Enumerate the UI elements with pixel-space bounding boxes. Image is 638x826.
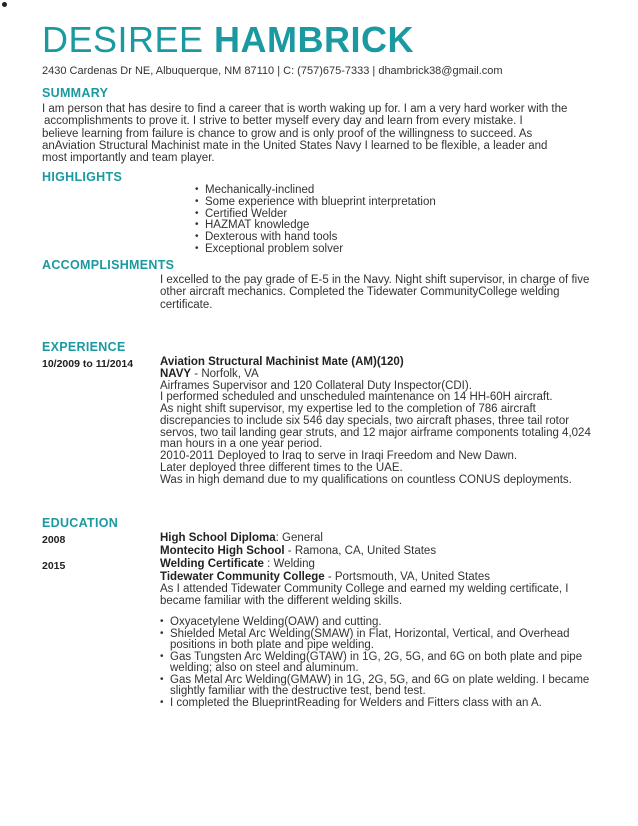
job-line: servos, two tail landing gear struts, and 12 major airframe components totaling 4,024 — [160, 426, 591, 439]
welding-intro-line: As I attended Tidewater Community College and earned my welding certificate, I — [160, 583, 569, 595]
summary-line: most importantly and team player. — [42, 152, 215, 165]
welding-skills-list — [160, 617, 589, 709]
edu-degree: Welding Certificate — [160, 558, 264, 570]
job-line: Was in high demand due to my qualifications on countless CONUS deployments. — [160, 473, 572, 486]
welding-skill-item: • Gas Metal Arc Welding(GMAW) in 1G, 2G, 5G, and 6G on plate welding. I became slightly familiar with the destructive test, bend test. — [160, 675, 589, 698]
welding-skill-item: • Gas Tungsten Arc Welding(GTAW) in 1G, 2G, 5G, and 6G on both plate and pipe welding; also on steel and aluminum. — [160, 652, 589, 675]
job-employer-line: NAVY - Norfolk, VA — [160, 367, 259, 380]
summary-line: I am person that has desire to find a career that is worth waking up for. I am a very hard worker with the — [42, 103, 568, 115]
edu-school: Montecito High School — [160, 545, 285, 557]
edu-degree: High School Diploma — [160, 532, 276, 544]
highlights-heading: HIGHLIGHTS — [42, 170, 123, 184]
edu-location: Ramona, CA, United States — [294, 545, 437, 557]
corner-dot — [2, 2, 7, 7]
edu-school-line: Montecito High School - Ramona, CA, United States — [160, 545, 437, 557]
welding-intro-line: became familiar with the different welding skills. — [160, 595, 403, 607]
highlight-item: • Certified Welder — [195, 209, 436, 221]
experience-heading: EXPERIENCE — [42, 340, 126, 354]
edu-school: Tidewater Community College — [160, 571, 325, 583]
summary-line: believe learning from failure is chance to grow and is only proof of the willingness to succeed. As — [42, 127, 533, 140]
summary-text — [42, 103, 567, 164]
candidate-name — [42, 20, 414, 60]
job-line: Airframes Supervisor and 120 Collateral Duty Inspector(CDI). — [160, 379, 472, 392]
summary-line: anAviation Structural Machinist mate in the United States Navy I learned to be flexible, a leader and — [42, 139, 548, 152]
accomplishment-line: I excelled to the pay grade of E-5 in the Navy. Night shift supervisor, in charge of five — [160, 274, 590, 286]
edu-degree-line — [160, 558, 315, 571]
welding-intro — [160, 583, 568, 607]
edu-year: 2008 — [42, 534, 66, 546]
edu-location: Portsmouth, VA, United States — [334, 571, 491, 583]
accomplishment-line: other aircraft mechanics. Completed the Tidewater CommunityCollege welding — [160, 286, 560, 299]
summary-line: accomplishments to prove it. I strive to better myself every day and learn from every mistake. I — [44, 115, 523, 128]
edu-degree-line — [160, 532, 323, 545]
welding-skill-item: • Oxyacetylene Welding(OAW) and cutting. — [160, 617, 589, 629]
edu-field: : Welding — [263, 558, 315, 570]
job-line: Later deployed three different times to the UAE. — [160, 461, 403, 474]
accomplishment-line: certificate. — [160, 298, 213, 311]
job-title: Aviation Structural Machinist Mate (AM)(120) — [160, 356, 404, 368]
accomplishments-heading: ACCOMPLISHMENTS — [42, 258, 175, 272]
job-line: I performed scheduled and unscheduled maintenance on 14 HH-60H aircraft. — [160, 391, 553, 404]
edu-year: 2015 — [42, 560, 66, 572]
edu-field: : General — [275, 532, 323, 544]
edu-school-line: Tidewater Community College - Portsmouth, VA, United States — [160, 571, 491, 583]
contact-line: 2430 Cardenas Dr NE, Albuquerque, NM 87110 | C: (757)675-7333 | dhambrick38@gmail.com — [42, 65, 503, 77]
highlights-list — [195, 185, 436, 256]
job-line: discrepancies to include six 546 day specials, two aircraft phases, three tail rotor — [160, 414, 570, 427]
first-name: DESIREE — [42, 19, 215, 60]
job-line: man hours in a one year period. — [160, 438, 323, 451]
accomplishments-text — [160, 274, 589, 311]
job-dates: 10/2009 to 11/2014 — [42, 358, 134, 370]
highlight-item: • Exceptional problem solver — [195, 244, 436, 256]
welding-skill-item: • I completed the BlueprintReading for Welders and Fitters class with an A. — [160, 698, 589, 710]
last-name: HAMBRICK — [214, 19, 415, 60]
job-line: 2010-2011 Deployed to Iraq to serve in Iraqi Freedom and New Dawn. — [160, 450, 518, 462]
summary-heading: SUMMARY — [42, 86, 109, 100]
job-line: As night shift supervisor, my expertise led to the completion of 786 aircraft — [160, 403, 536, 415]
highlight-item: • Some experience with blueprint interpretation — [195, 197, 436, 209]
welding-skill-item: • Shielded Metal Arc Welding(SMAW) in Flat, Horizontal, Vertical, and Overhead positions in both plate and pipe welding. — [160, 629, 589, 652]
job-location: Norfolk, VA — [201, 367, 259, 380]
job-entry — [160, 357, 591, 486]
employer: NAVY — [160, 367, 192, 380]
highlight-item: • HAZMAT knowledge — [195, 220, 436, 232]
highlight-item: • Dexterous with hand tools — [195, 232, 436, 244]
education-heading: EDUCATION — [42, 516, 119, 530]
highlight-item: • Mechanically-inclined — [195, 185, 436, 197]
